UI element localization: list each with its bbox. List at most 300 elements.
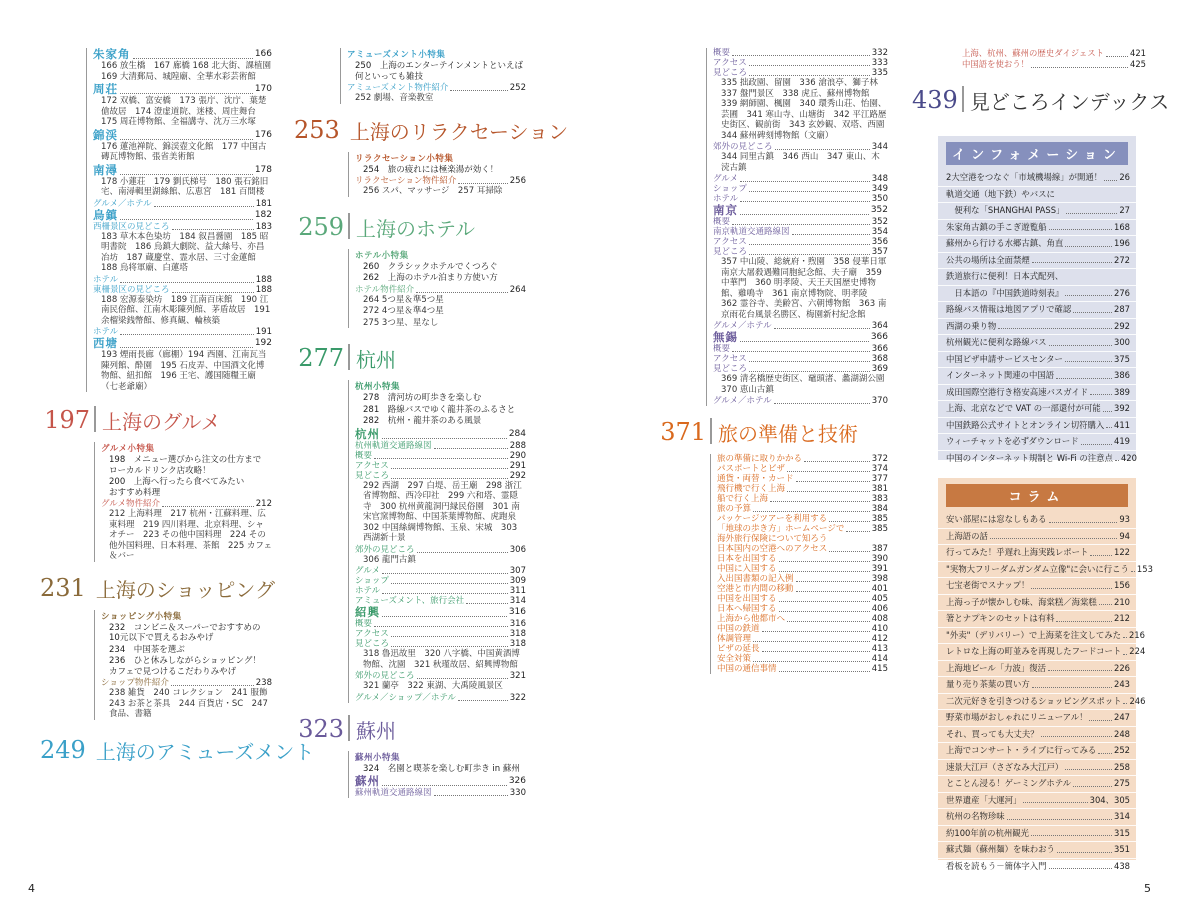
entry-leader <box>1065 361 1112 362</box>
entry-description: 183 草木本色染坊 184 叙昌醤園 185 昭明書院 186 烏鎮大劇院、益大絲号、亦昌冶坊 187 蔵慶堂、霊水居、三寸金蓮館 188 烏将軍廟、白蓮塔 <box>101 231 269 273</box>
box-entry <box>938 710 1136 727</box>
toc-entry <box>713 396 888 406</box>
chapter-371 <box>660 418 888 674</box>
entry-page: 352 <box>870 205 888 215</box>
entry-leader <box>382 573 508 574</box>
box-entry <box>938 434 1136 451</box>
entry-label: 上海、杭州、蘇州の歴史ダイジェスト <box>962 48 1105 58</box>
entry-label: "実物大フリーダムガンダム立像"に会いに行こう <box>946 563 1129 574</box>
chapter-197 <box>44 406 287 562</box>
entry-page: 405 <box>871 594 888 604</box>
entry-label: 杭州軌道交通路線図 <box>355 440 432 451</box>
entry-page: 315 <box>1114 827 1130 838</box>
entry-label: 旅の準備に取りかかる <box>717 454 803 464</box>
chapter-title: 蘇州 <box>356 718 396 743</box>
entry-page: 383 <box>871 494 888 504</box>
entry-label: 南京軌道交通路線図 <box>713 227 790 237</box>
entry-page: 413 <box>871 644 888 654</box>
entry-label: 空港と市内間の移動 <box>717 584 794 594</box>
entry-page: 385 <box>871 524 888 534</box>
entry-description: 212 上海料理 217 杭州・江蘇料理、広東料理 219 四川料理、北京料理、シャオチー 223 その他中国料理 224 その他外国料理、日本料理、茶館 225 カフェ＆バー <box>109 509 273 561</box>
column-list <box>938 512 1153 875</box>
entry-label: グルメ／ショップ／ホテル <box>355 692 456 703</box>
information-box <box>938 136 1137 463</box>
entry-label: インターネット関連の中国語 <box>946 370 1055 380</box>
entry-label: 杭州観光に便利な路線バス <box>946 337 1047 347</box>
box-entry <box>938 352 1136 369</box>
entry-leader <box>172 229 254 230</box>
toc-entry <box>717 644 888 654</box>
toc-entry <box>713 174 888 184</box>
chapter-title: 上海のショッピング <box>95 577 276 602</box>
entry-leader <box>1049 229 1113 230</box>
entry-leader <box>416 292 508 293</box>
entry-description: 166 放生橋 167 廊橋 168 北大街、課植園 169 大清郵局、城隍廟、全華水彩芸術館 <box>101 61 280 82</box>
entry-leader <box>804 461 870 462</box>
entry-leader <box>1031 588 1112 589</box>
entry-label: 日本へ帰国する <box>717 604 777 614</box>
entry-leader <box>770 501 870 502</box>
entry-label: グルメ／ホテル <box>93 198 152 209</box>
entry-page: 252 <box>509 83 526 93</box>
entry-label: 鉄道旅行に便利！日本式配列、 <box>946 271 1064 281</box>
toc-column-1 <box>40 47 315 878</box>
chapter-contents <box>348 152 526 197</box>
entry-label: ショップ <box>713 184 747 194</box>
entry-label: 中国を出国する <box>717 594 777 604</box>
chapter-contents <box>710 454 888 674</box>
entry-page: 366 <box>871 344 888 354</box>
entry-page: 307 <box>509 566 526 576</box>
box-entry <box>938 611 1136 628</box>
entry-page: 291 <box>509 460 526 471</box>
feature-item: 324 名園と喫茶を楽しむ町歩き in 蘇州 <box>363 763 520 774</box>
entry-label: ウィーチャットを必ずダウンロード <box>946 436 1079 446</box>
toc-entry <box>713 194 888 204</box>
chapter-title: 上海のグルメ <box>102 410 221 434</box>
box-entry <box>938 694 1146 711</box>
chapter-323 <box>298 714 526 799</box>
entry-leader <box>1106 427 1112 428</box>
entry-page: 406 <box>871 604 888 614</box>
entry-leader <box>1073 312 1112 313</box>
entry-leader <box>779 601 870 602</box>
index-divider <box>962 86 964 112</box>
box-entry <box>938 677 1136 694</box>
entry-leader <box>1123 654 1127 655</box>
entry-leader <box>1032 262 1112 263</box>
box-entry <box>938 727 1136 744</box>
entry-page: 420 <box>1120 452 1137 463</box>
toc-entry <box>355 788 526 798</box>
entry-leader <box>1089 720 1112 721</box>
entry-leader <box>391 468 508 469</box>
toc-entry <box>713 344 888 354</box>
toc-entry <box>355 693 526 703</box>
index-heading <box>912 86 1169 112</box>
chapter-253 <box>294 115 569 197</box>
entry-page: 366 <box>870 332 888 342</box>
toc-entry <box>355 671 526 681</box>
entry-page: 181 <box>255 198 272 209</box>
entry-label: 概要 <box>713 48 731 58</box>
entry-page: 248 <box>1114 728 1130 739</box>
entry-leader <box>749 254 870 255</box>
entry-label: アミューズメント物件紹介 <box>347 83 449 93</box>
entry-label: 上海っ子が懐かしむ味、海棠糕／海棠糕 <box>946 596 1097 607</box>
entry-label: 上海地ビール「力波」復活 <box>946 662 1046 673</box>
toc-entry <box>355 461 526 471</box>
chapter-231 <box>40 573 287 720</box>
toc-entry <box>713 58 888 68</box>
toc-column-2 <box>294 48 569 878</box>
subsection-label: ショッピング小特集 <box>101 611 182 622</box>
toc-entry <box>713 237 888 247</box>
subsection-label: グルメ小特集 <box>101 444 155 454</box>
entry-description: 321 蘭亭 322 東湖、大禹陵風景区 <box>363 681 503 691</box>
chapter-259 <box>298 212 526 329</box>
entry-page: 398 <box>871 574 888 584</box>
toc-entry <box>713 227 888 237</box>
entry-leader <box>374 626 508 627</box>
entry-leader <box>1099 604 1112 605</box>
box-entry <box>938 512 1136 529</box>
chapter-heading <box>294 213 526 239</box>
toc-entry <box>713 48 888 58</box>
entry-leader <box>787 621 870 622</box>
entry-leader <box>1081 444 1112 445</box>
entry-label: 錦渓 <box>93 127 118 142</box>
toc-entry <box>93 199 272 209</box>
entry-label: 量り売り茶葉の買い方 <box>946 679 1030 689</box>
toc-entry <box>713 68 888 78</box>
entry-leader <box>458 700 508 701</box>
entry-page: 326 <box>508 776 526 786</box>
entry-leader <box>749 65 870 66</box>
entry-label: 七宝老街でスナップ！ <box>946 580 1030 590</box>
entry-page: 272 <box>1114 254 1130 265</box>
entry-leader <box>120 139 253 140</box>
entry-leader <box>1066 213 1117 214</box>
toc-entry <box>717 664 888 674</box>
entry-label: 朱家角 <box>93 47 131 61</box>
entry-label: 蘇州 <box>355 774 380 788</box>
entry-label: ホテル <box>93 327 119 337</box>
entry-label: "外卖"（デリバリー）で上海菜を注文してみた <box>946 629 1121 640</box>
entry-leader <box>775 149 870 150</box>
toc-entry <box>713 331 888 344</box>
toc-entry <box>717 634 888 644</box>
box-entry <box>938 170 1136 187</box>
entry-leader <box>779 561 870 562</box>
entry-page: 415 <box>871 664 888 674</box>
entry-leader <box>740 214 869 215</box>
entry-label: 「地球の歩き方」ホームページで <box>717 524 845 534</box>
entry-page: 292 <box>509 470 526 481</box>
entry-page: 210 <box>1114 596 1130 607</box>
toc-entry <box>101 499 272 509</box>
box-entry <box>938 335 1136 352</box>
entry-leader <box>1115 460 1119 461</box>
entry-label: 見どころ <box>713 364 748 374</box>
toc-entry <box>713 354 888 364</box>
toc-entry <box>355 451 526 461</box>
chapter-divider <box>710 418 712 444</box>
entry-leader <box>382 785 507 786</box>
entry-leader <box>796 581 870 582</box>
entry-page: 421 <box>1130 48 1146 58</box>
box-entry <box>938 793 1136 810</box>
entry-label: 野菜市場がおしゃれにリニューアル！ <box>946 712 1088 722</box>
entry-label: 朱家角古鎮の手こぎ遊覧船 <box>946 221 1047 232</box>
entry-label: 概要 <box>355 450 373 461</box>
index-number: 439 <box>912 86 958 114</box>
entry-label: 杭州の名物珍味 <box>946 811 1005 821</box>
chapter-277 <box>298 344 526 703</box>
toc-entry <box>355 775 526 788</box>
chapter-heading <box>40 573 276 602</box>
entry-leader <box>774 328 870 329</box>
col2-top-list <box>340 48 526 104</box>
entry-leader <box>792 234 870 235</box>
entry-leader <box>120 174 253 175</box>
entry-leader <box>753 511 870 512</box>
entry-label: 軌道交通（地下鉄）やバスに <box>946 188 1055 199</box>
box-entry <box>938 545 1136 562</box>
box-entry <box>938 743 1136 760</box>
chapter-divider <box>348 213 350 239</box>
entry-leader <box>1007 819 1112 820</box>
entry-page: 226 <box>1114 662 1130 673</box>
entry-leader <box>458 183 507 184</box>
box-entry <box>938 760 1136 777</box>
entry-leader <box>466 603 508 604</box>
entry-page: 349 <box>871 184 888 194</box>
chapter-title: 杭州 <box>356 348 396 372</box>
entry-page: 309 <box>509 576 526 586</box>
entry-page: 357 <box>871 247 888 257</box>
entry-label: 2大空港をつなぐ「市域機場線」が開通！ <box>946 172 1103 182</box>
entry-label: 日本を出国する <box>717 554 777 564</box>
toc-entry <box>355 428 526 441</box>
entry-leader <box>829 551 870 552</box>
entry-leader <box>1098 753 1112 754</box>
box-entry <box>938 286 1136 303</box>
box-entry <box>938 203 1136 220</box>
entry-label: 東柵景区の見どころ <box>93 284 170 295</box>
entry-page: 122 <box>1114 547 1130 557</box>
entry-leader <box>1056 378 1112 379</box>
entry-page: 256 <box>509 176 526 186</box>
toc-entry <box>717 524 888 534</box>
entry-leader <box>120 334 254 335</box>
toc-entry <box>717 514 888 524</box>
feature-item: 262 上海のホテル泊まり方使い方 <box>363 273 498 283</box>
box-entry <box>938 595 1136 612</box>
entry-leader <box>749 191 870 192</box>
entry-page: 188 <box>255 274 272 285</box>
chapter-heading <box>294 715 526 741</box>
toc-entry <box>355 285 526 295</box>
feature-item: 200 上海へ行ったら食べてみたい おすすめ料理 <box>109 477 270 498</box>
entry-leader <box>1131 571 1135 572</box>
subsection-label: 蘇州小特集 <box>355 752 401 763</box>
chapter-number: 197 <box>44 406 90 434</box>
toc-entry <box>93 222 272 232</box>
chapter-title: 上海のリラクセーション <box>349 119 569 144</box>
chapter-heading <box>40 406 272 432</box>
entry-page: 381 <box>871 484 888 494</box>
box-entry <box>938 809 1136 826</box>
entry-label: 南潯 <box>93 162 118 177</box>
entry-description: 369 清名橋歴史街区、黿頭渚、蠡湖湖公園 370 恵山古鎮 <box>721 374 893 395</box>
entry-label: 上海、北京などで VAT の一部還付が可能 <box>946 403 1101 413</box>
entry-description: 335 拙政園、留園 336 滄浪亭、獅子林 337 盤門景区 338 虎丘、蘇州博物館 339 網師園、楓園 340 環秀山荘、怡園、芸圃 341 寒山寺、山塘街 342 平江路歴史街区、観前街 343 玄妙観、双塔、西園 344 蘇州碑刻博物館（文廟） <box>721 78 893 141</box>
box-entry <box>938 776 1136 793</box>
entry-label: ホテル <box>355 586 381 596</box>
entry-label: 二次元好きを引きつけるショッピングスポット <box>946 695 1122 706</box>
entry-label: 郊外の見どころ <box>355 671 415 681</box>
box-entry <box>938 253 1136 270</box>
entry-label: リラクセーション物件紹介 <box>355 176 457 186</box>
toc-entry <box>355 441 526 451</box>
entry-label: 見どころ <box>355 470 390 481</box>
subsection-label: リラクセーション小特集 <box>355 153 454 164</box>
entry-page: 224 <box>1129 646 1146 656</box>
entry-leader <box>732 224 870 225</box>
entry-leader <box>1049 868 1113 869</box>
entry-page: 258 <box>1114 761 1130 772</box>
entry-label: 中国の通信事情 <box>717 664 777 674</box>
toc-entry <box>717 604 888 614</box>
entry-label: 蘇州軌道交通路線図 <box>355 788 432 798</box>
entry-label: グルメ <box>355 566 380 576</box>
entry-leader <box>391 583 508 584</box>
entry-label: 中国ビザ申請サービスセンター <box>946 353 1063 364</box>
toc-entry <box>93 275 272 285</box>
entry-leader <box>1049 522 1118 523</box>
column-box <box>938 478 1153 871</box>
entry-page: 356 <box>871 237 888 247</box>
toc-entry <box>355 545 526 555</box>
entry-page: 188 <box>255 284 272 295</box>
toc-entry <box>93 164 272 177</box>
entry-label: ショップ <box>355 576 389 586</box>
entry-leader <box>1104 180 1117 181</box>
entry-label: とことん浸る！ゲーミングホテル <box>946 778 1072 788</box>
box-entry <box>938 562 1153 579</box>
entry-page: 414 <box>871 654 888 664</box>
chapter-heading <box>294 115 569 144</box>
entry-label: それ、買っても大丈夫？ <box>946 728 1039 739</box>
entry-page: 304、305 <box>1089 794 1130 805</box>
entry-leader <box>1031 835 1112 836</box>
toc-entry <box>717 534 888 544</box>
toc-entry <box>347 83 526 93</box>
appendix-entry <box>962 59 1146 70</box>
entry-leader <box>749 244 870 245</box>
chapter-number: 277 <box>298 344 344 372</box>
entry-description: 272 4つ星＆準4つ星 <box>363 306 444 316</box>
entry-leader <box>774 403 870 404</box>
subsection-label: アミューズメント小特集 <box>347 50 446 60</box>
toc-entry <box>93 48 272 61</box>
feature-item: 260 クラシックホテルでくつろぐ <box>363 261 498 272</box>
entry-page: 348 <box>871 174 888 184</box>
entry-label: 中国のインターネット規制と Wi-Fi の注意点 <box>946 452 1113 463</box>
entry-label: 見どころ <box>713 247 748 257</box>
entry-leader <box>779 611 870 612</box>
toc-entry <box>717 594 888 604</box>
entry-page: 176 <box>254 129 272 140</box>
box-entry <box>938 319 1136 336</box>
entry-label: 上海でコンサート・ライブに行ってみる <box>946 745 1097 755</box>
chapter-number: 323 <box>298 714 344 743</box>
feature-item: 236 ひと休みしながらショッピング！ カフェで見つけるこだわりみやげ <box>109 656 287 677</box>
entry-leader <box>749 371 870 372</box>
col3-top-list <box>706 48 893 406</box>
entry-page: 166 <box>254 49 272 59</box>
entry-leader <box>391 478 508 479</box>
entry-leader <box>391 646 508 647</box>
toc-entry <box>355 586 526 596</box>
chapter-heading <box>656 418 888 444</box>
entry-leader <box>382 438 507 439</box>
entry-label: 海外旅行保険について知ろう <box>717 534 828 544</box>
entry-label: 上海語の話 <box>946 530 988 541</box>
entry-description: 306 龍門古鎮 <box>363 554 416 565</box>
entry-description: 357 中山陵、総統府・煦園 358 侵華日軍南京大屠殺遇難同胞紀念館、夫子廟 359 中華門 360 明孝陵、天王天国歴史博物館、雞鳴寺 361 南京博物院、明孝陵 362 霊谷寺、美齢宮、六朝博物館 363 南京雨花台風景名勝区、梅園新村紀念館 <box>721 257 887 320</box>
entry-page: 311 <box>509 586 526 596</box>
toc-entry <box>93 129 272 142</box>
entry-leader <box>779 671 870 672</box>
entry-page: 316 <box>509 619 526 629</box>
entry-leader <box>787 471 870 472</box>
entry-leader <box>1048 670 1112 671</box>
entry-label: 郊外の見どころ <box>713 142 773 152</box>
box-entry <box>938 187 1136 204</box>
entry-description: 178 小蓮荘 179 劉氏梯号 180 張石銘旧宅、南潯輯里湖絲館、広恵宮 181 百間楼 <box>101 176 269 197</box>
entry-leader <box>1032 687 1112 688</box>
toc-entry <box>717 584 888 594</box>
entry-label: 成田国際空港行き格安高速バスガイド <box>946 386 1089 397</box>
entry-label: グルメ <box>713 174 738 184</box>
toc-entry <box>355 629 526 639</box>
entry-label: 公共の場所は全面禁煙 <box>946 254 1030 265</box>
entry-label: 通貨・両替・カード <box>717 474 794 484</box>
entry-leader <box>120 347 253 348</box>
entry-label: 便利な「SHANGHAI PASS」 <box>946 205 1065 215</box>
chapter-divider <box>348 344 350 370</box>
entry-label: 蘇式麺（蘇州麺）を味わおう <box>946 844 1055 854</box>
entry-label: 郊外の見どころ <box>355 544 415 555</box>
entry-page: 170 <box>254 84 272 94</box>
feature-item: 250 上海のエンターテインメントといえば何といっても雑技 <box>355 61 524 82</box>
entry-page: 196 <box>1114 238 1130 248</box>
column-title: コラム <box>946 484 1128 507</box>
entry-leader <box>740 341 869 342</box>
box-entry <box>938 451 1136 468</box>
entry-label: パッケージツアーを利用する <box>717 514 828 524</box>
entry-page: 306 <box>509 544 526 555</box>
entry-label: ホテル <box>713 194 739 204</box>
entry-label: 旅の予算 <box>717 504 752 514</box>
entry-leader <box>1049 345 1113 346</box>
entry-page: 392 <box>1114 403 1130 413</box>
chapter-number: 249 <box>40 735 86 764</box>
chapter-number: 259 <box>298 212 344 241</box>
entry-leader <box>762 651 870 652</box>
